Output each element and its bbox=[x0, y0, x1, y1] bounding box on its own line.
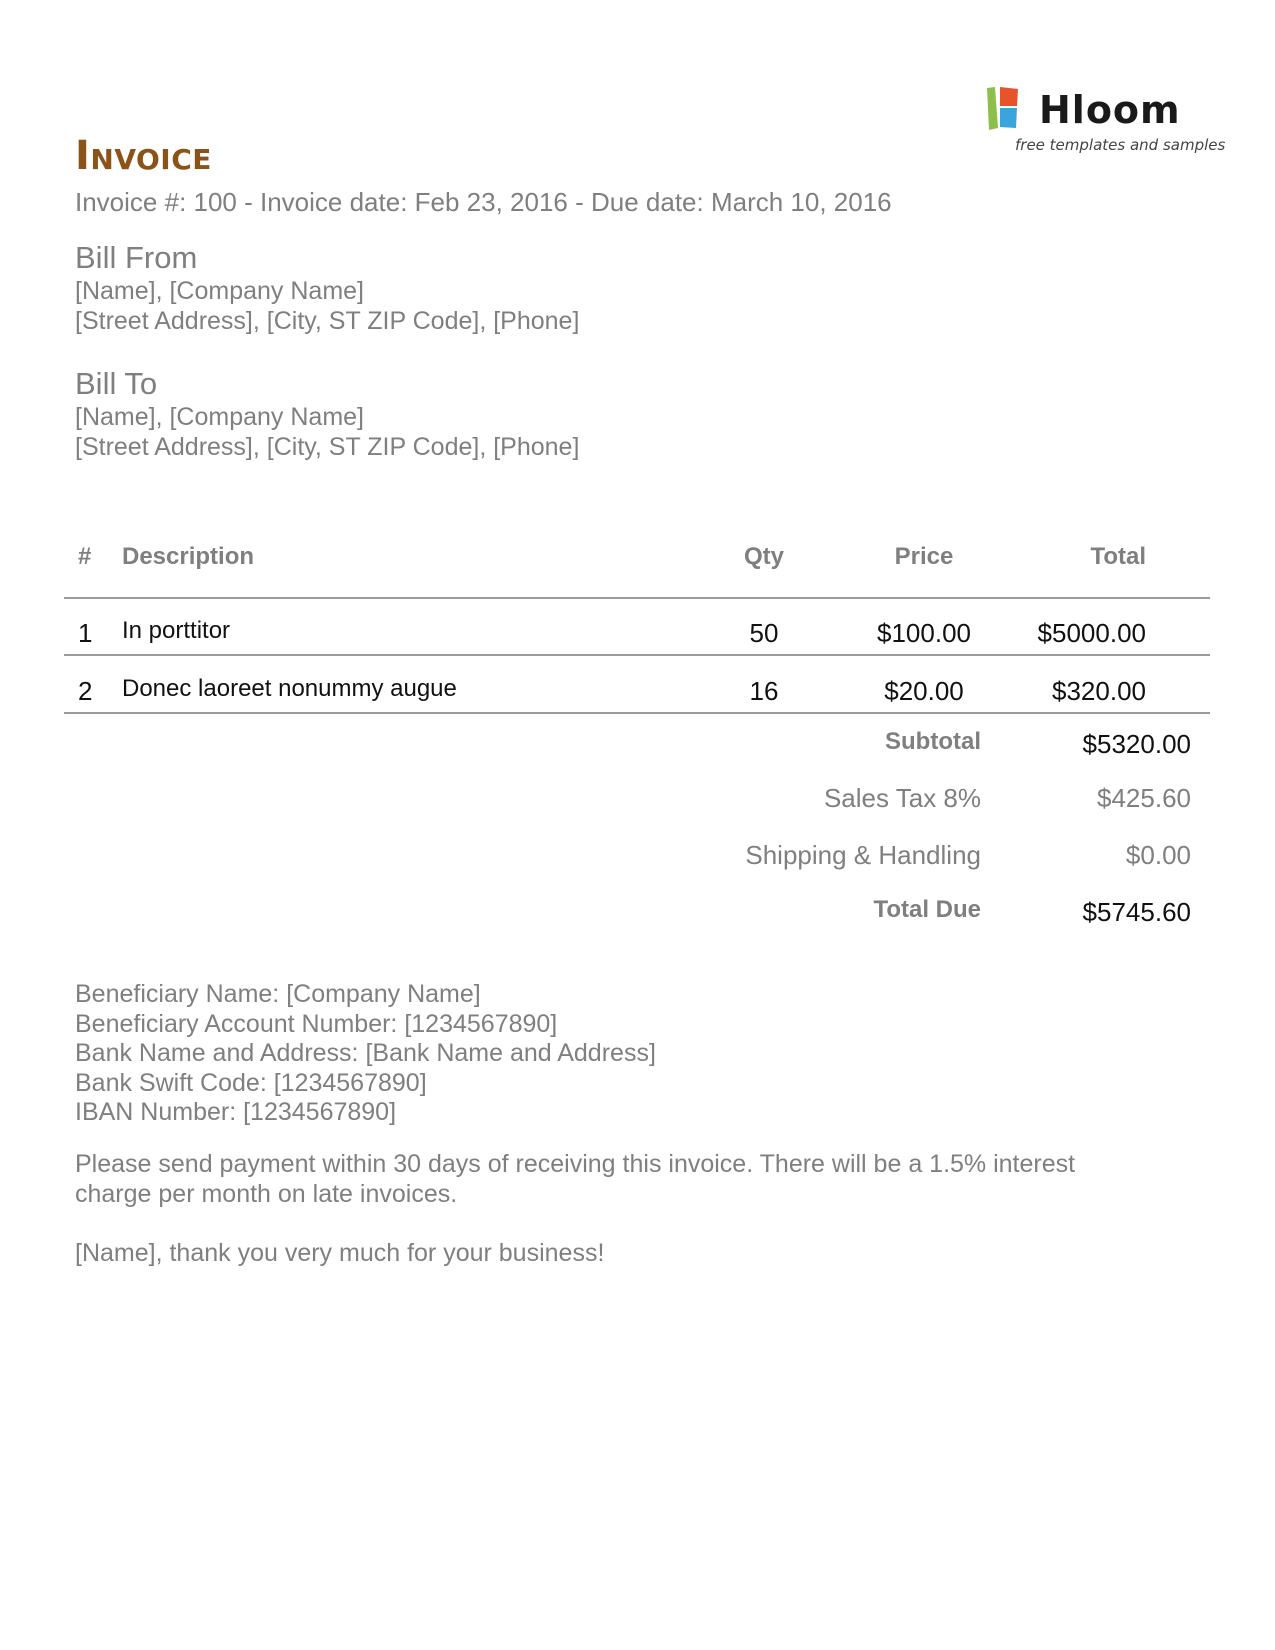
beneficiary-account-number: Beneficiary Account Number: [1234567890] bbox=[75, 1009, 558, 1038]
shipping-label: Shipping & Handling bbox=[745, 840, 981, 870]
column-header-description: Description bbox=[122, 543, 255, 570]
total-due-value: $5745.60 bbox=[1082, 897, 1191, 927]
row-divider bbox=[64, 654, 1210, 656]
bill-to-section bbox=[75, 366, 579, 462]
row-1-total: $5000.00 bbox=[1037, 618, 1146, 648]
row-1-description: In porttitor bbox=[122, 617, 231, 644]
row-2-description: Donec laoreet nonummy augue bbox=[122, 675, 457, 702]
bill-from-name: [Name], [Company Name] bbox=[75, 277, 364, 305]
iban-number: IBAN Number: [1234567890] bbox=[75, 1098, 397, 1126]
sales-tax-label: Sales Tax 8% bbox=[823, 783, 981, 813]
bill-from-address: [Street Address], [City, ST ZIP Code], [Phone] bbox=[75, 307, 580, 335]
bill-from-heading: Bill From bbox=[75, 240, 198, 275]
sales-tax-value: $425.60 bbox=[1097, 783, 1191, 813]
logo-tagline: free templates and samples bbox=[1015, 136, 1226, 154]
column-header-price: Price bbox=[894, 543, 954, 570]
shipping-value: $0.00 bbox=[1125, 840, 1191, 870]
invoice-meta: Invoice #: 100 - Invoice date: Feb 23, 2016 - Due date: March 10, 2016 bbox=[75, 187, 892, 217]
hloom-logo-icon bbox=[985, 86, 1037, 134]
hloom-logo bbox=[985, 86, 1226, 156]
subtotal-value: $5320.00 bbox=[1082, 729, 1191, 759]
bill-to-address: [Street Address], [City, ST ZIP Code], [Phone] bbox=[75, 433, 580, 461]
header-divider bbox=[64, 597, 1210, 599]
row-2-total: $320.00 bbox=[1052, 676, 1146, 706]
bill-to-name: [Name], [Company Name] bbox=[75, 403, 364, 431]
bill-from-section bbox=[75, 240, 579, 336]
row-1-qty: 50 bbox=[749, 618, 779, 648]
bank-name-address: Bank Name and Address: [Bank Name and Address] bbox=[75, 1039, 656, 1067]
column-header-total: Total bbox=[1090, 543, 1146, 570]
logo-wordmark: Hloom bbox=[1039, 88, 1181, 132]
invoice-title: Invoice bbox=[75, 133, 212, 179]
table-bottom-divider bbox=[64, 712, 1210, 714]
row-2-number: 2 bbox=[78, 676, 93, 706]
row-1-number: 1 bbox=[78, 618, 93, 648]
bill-to-heading: Bill To bbox=[75, 366, 158, 401]
column-header-number: # bbox=[78, 543, 92, 570]
bank-swift-code: Bank Swift Code: [1234567890] bbox=[75, 1068, 427, 1097]
column-header-qty: Qty bbox=[743, 543, 784, 570]
total-due-label: Total Due bbox=[873, 896, 981, 923]
row-2-qty: 16 bbox=[749, 676, 779, 706]
thank-you-note: [Name], thank you very much for your business! bbox=[75, 1239, 605, 1267]
bank-details bbox=[75, 980, 656, 1128]
beneficiary-name: Beneficiary Name: [Company Name] bbox=[75, 980, 481, 1008]
payment-terms-note: Please send payment within 30 days of receiving this invoice. There will be a 1.5% interest charge per month on late invoices. bbox=[75, 1150, 1076, 1208]
row-1-price: $100.00 bbox=[877, 618, 971, 648]
row-2-price: $20.00 bbox=[884, 676, 964, 706]
subtotal-label: Subtotal bbox=[885, 728, 981, 755]
